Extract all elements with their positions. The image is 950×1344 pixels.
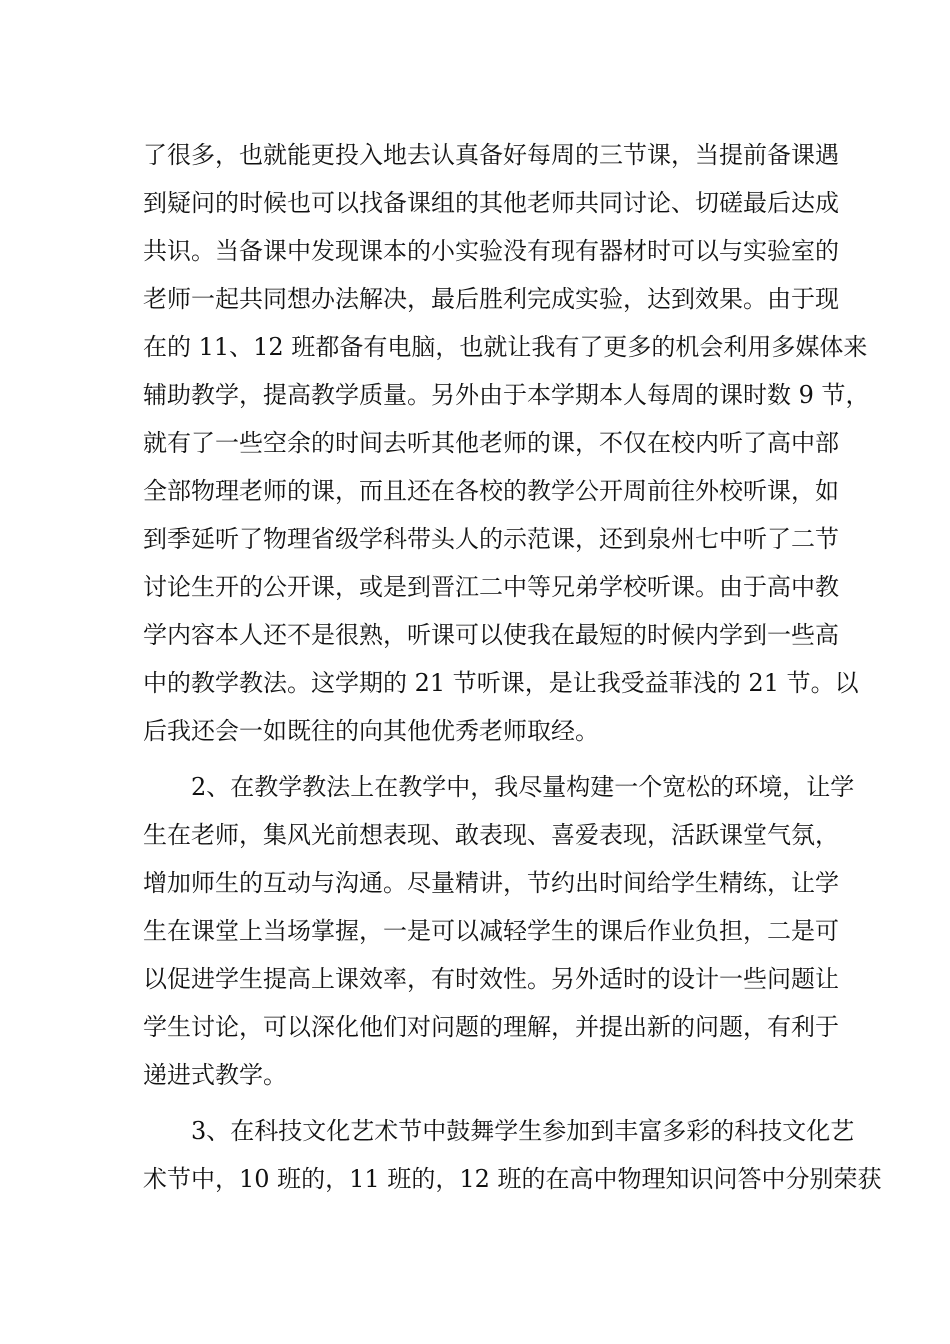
body-text bbox=[143, 131, 882, 1203]
text-line: 学内容本人还不是很熟，听课可以使我在最短的时候内学到一些高 bbox=[143, 621, 839, 649]
paragraph-teaching-methods bbox=[143, 763, 855, 1099]
text-line: 到季延听了物理省级学科带头人的示范课，还到泉州七中听了二节 bbox=[143, 525, 839, 553]
text-line: 生在课堂上当场掌握，一是可以减轻学生的课后作业负担，二是可 bbox=[143, 917, 839, 945]
text-line: 生在老师，集风光前想表现、敢表现、喜爱表现，活跃课堂气氛， bbox=[143, 821, 839, 849]
text-line: 就有了一些空余的时间去听其他老师的课，不仅在校内听了高中部 bbox=[143, 429, 839, 457]
text-line: 2、在教学教法上在教学中，我尽量构建一个宽松的环境，让学 bbox=[191, 773, 855, 801]
text-line: 递进式教学。 bbox=[143, 1061, 287, 1089]
text-line: 了很多，也就能更投入地去认真备好每周的三节课，当提前备课遇 bbox=[143, 141, 839, 169]
text-line: 以促进学生提高上课效率，有时效性。另外适时的设计一些问题让 bbox=[143, 965, 839, 993]
text-line: 讨论生开的公开课，或是到晋江二中等兄弟学校听课。由于高中教 bbox=[143, 573, 839, 601]
text-line: 术节中，10 班的，11 班的，12 班的在高中物理知识问答中分别荣获 bbox=[143, 1165, 882, 1193]
text-line: 中的教学教法。这学期的 21 节听课，是让我受益菲浅的 21 节。以 bbox=[143, 669, 859, 697]
text-line: 增加师生的互动与沟通。尽量精讲，节约出时间给学生精练，让学 bbox=[143, 869, 839, 897]
text-line: 3、在科技文化艺术节中鼓舞学生参加到丰富多彩的科技文化艺 bbox=[191, 1117, 855, 1145]
text-line: 学生讨论，可以深化他们对问题的理解，并提出新的问题，有利于 bbox=[143, 1013, 839, 1041]
text-line: 共识。当备课中发现课本的小实验没有现有器材时可以与实验室的 bbox=[143, 237, 839, 265]
text-line: 老师一起共同想办法解决，最后胜利完成实验，达到效果。由于现 bbox=[143, 285, 839, 313]
text-line: 在的 11、12 班都备有电脑，也就让我有了更多的机会利用多媒体来 bbox=[143, 333, 868, 361]
paragraph-tech-festival bbox=[143, 1107, 882, 1203]
paragraph-continuation bbox=[143, 131, 870, 755]
text-line: 全部物理老师的课，而且还在各校的教学公开周前往外校听课，如 bbox=[143, 477, 839, 505]
text-line: 辅助教学，提高教学质量。另外由于本学期本人每周的课时数 9 节， bbox=[143, 381, 870, 409]
text-line: 后我还会一如既往的向其他优秀老师取经。 bbox=[143, 717, 599, 745]
text-line: 到疑问的时候也可以找备课组的其他老师共同讨论、切磋最后达成 bbox=[143, 189, 839, 217]
